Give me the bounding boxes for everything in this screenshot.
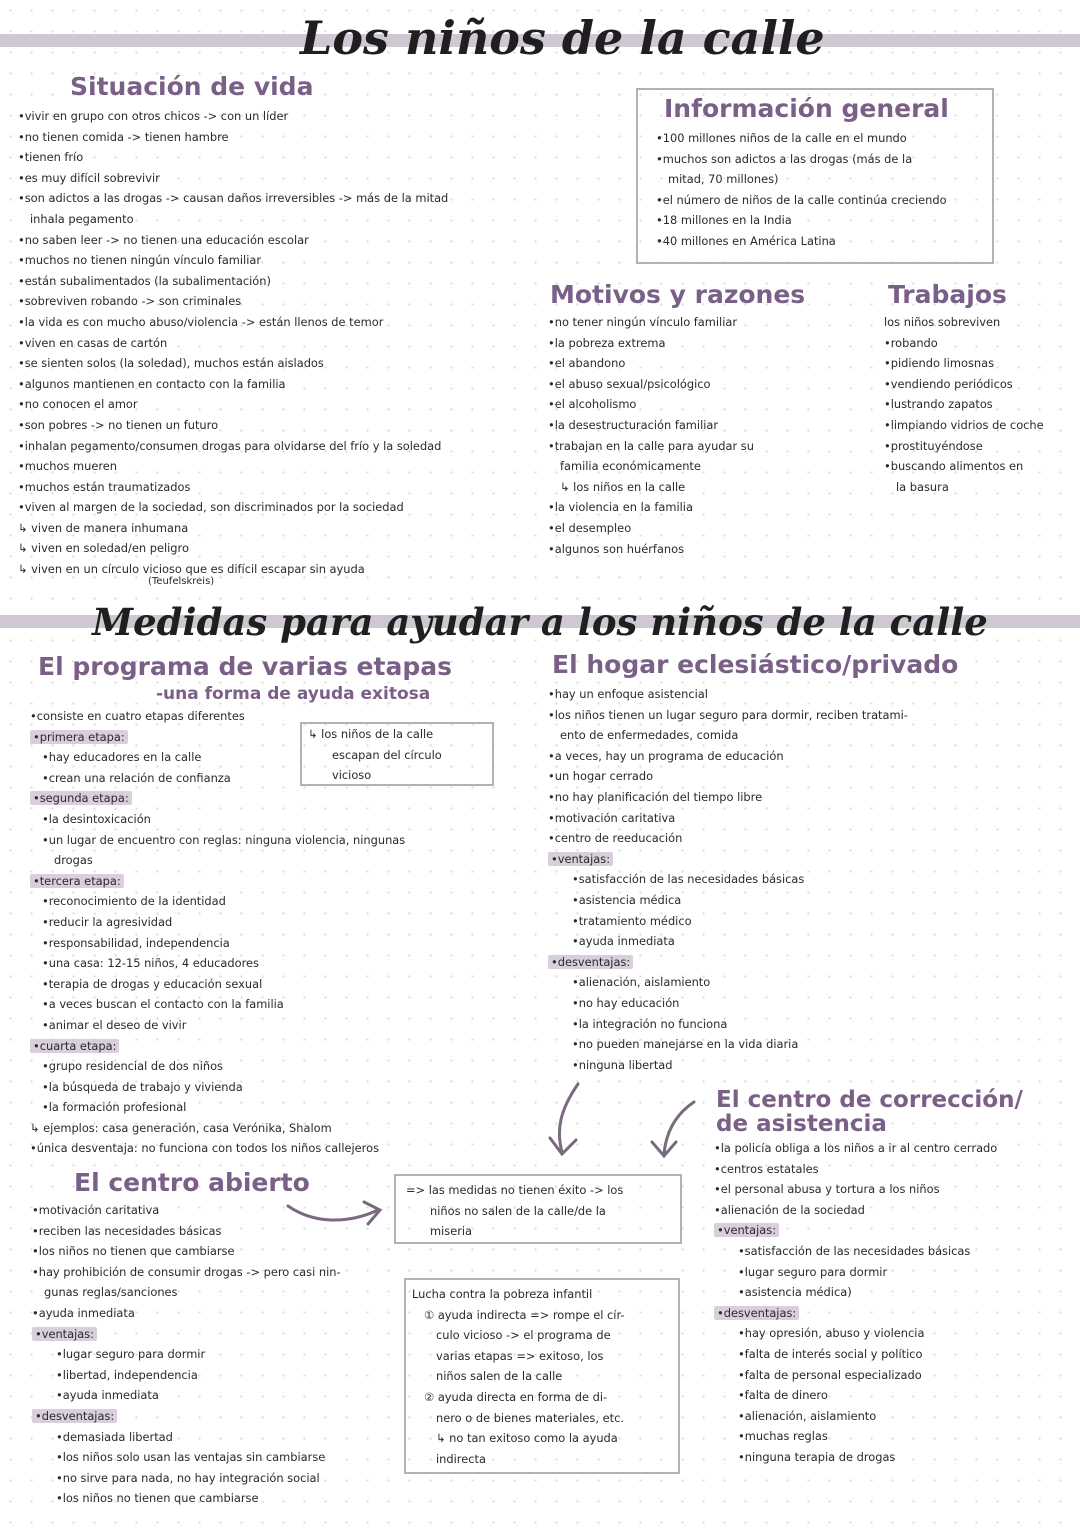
list-item: •los niños solo usan las ventajas sin cambiarse bbox=[56, 1450, 326, 1465]
list-item: indirecta bbox=[436, 1451, 486, 1466]
list-item: •reducir la agresividad bbox=[42, 914, 173, 929]
teufelskreis-note: (Teufelskreis) bbox=[148, 576, 215, 587]
list-item: •satisfacción de las necesidades básicas bbox=[738, 1243, 971, 1258]
list-item: •la pobreza extrema bbox=[548, 335, 666, 350]
list-item: ② ayuda directa en forma de di- bbox=[424, 1389, 608, 1404]
list-item: •un hogar cerrado bbox=[548, 769, 654, 784]
list-item: •no pueden manejarse en la vida diaria bbox=[572, 1037, 799, 1052]
list-item: •prostituyéndose bbox=[884, 438, 983, 453]
list-item: •motivación caritativa bbox=[32, 1203, 160, 1217]
desventajas-label: •desventajas: bbox=[548, 955, 633, 969]
list-item: •ayuda inmediata bbox=[56, 1388, 159, 1403]
list-item: •vendiendo periódicos bbox=[884, 376, 1013, 391]
trabajos-list bbox=[884, 312, 1074, 497]
motivos-list bbox=[548, 312, 868, 559]
list-item: •hay un enfoque asistencial bbox=[548, 687, 708, 701]
list-item: •trabajan en la calle para ayudar su bbox=[548, 438, 754, 453]
list-item: ento de enfermedades, comida bbox=[560, 728, 739, 743]
stage-label: •cuarta etapa: bbox=[30, 1039, 119, 1053]
list-item: •no hay planificación del tiempo libre bbox=[548, 789, 763, 804]
list-item: •la desintoxicación bbox=[42, 811, 151, 826]
page-title: Los niños de la calle bbox=[300, 11, 825, 65]
list-item: ↳ no tan exitoso como la ayuda bbox=[436, 1431, 618, 1446]
arrow-icon-left-down bbox=[530, 1080, 590, 1160]
list-item: •los niños tienen un lugar seguro para dormir, reciben tratami- bbox=[548, 707, 908, 722]
list-item: •centros estatales bbox=[714, 1161, 819, 1176]
arrow-icon-right-down bbox=[640, 1098, 700, 1162]
list-item: •alienación de la sociedad bbox=[714, 1202, 865, 1217]
info-box bbox=[636, 88, 994, 264]
list-item: •la desestructuración familiar bbox=[548, 417, 719, 432]
list-item: •están subalimentados (la subalimentación) bbox=[18, 273, 271, 288]
list-item: •falta de personal especializado bbox=[738, 1367, 922, 1382]
motivos-heading: Motivos y razones bbox=[550, 280, 806, 309]
list-item: •el abandono bbox=[548, 356, 626, 371]
ventajas-label: •ventajas: bbox=[32, 1327, 97, 1341]
list-item: •reconocimiento de la identidad bbox=[42, 894, 226, 909]
list-item: •asistencia médica) bbox=[738, 1285, 852, 1300]
list-item: •limpiando vidrios de coche bbox=[884, 417, 1044, 432]
abierto-list bbox=[32, 1200, 402, 1509]
list-item: •hay opresión, abuso y violencia bbox=[738, 1326, 925, 1341]
list-item: •muchos no tienen ningún vínculo familiar bbox=[18, 253, 262, 268]
list-item: inhala pegamento bbox=[30, 211, 134, 226]
list-item: •responsabilidad, independencia bbox=[42, 935, 230, 950]
list-item: ↳ los niños en la calle bbox=[560, 479, 686, 494]
list-item: •la vida es con mucho abuso/violencia -> están llenos de temor bbox=[18, 314, 384, 329]
list-item: •son pobres -> no tienen un futuro bbox=[18, 417, 219, 432]
programa-subheading: -una forma de ayuda exitosa bbox=[156, 684, 431, 704]
list-item: •viven en casas de cartón bbox=[18, 335, 168, 350]
list-item: ↳ viven en soledad/en peligro bbox=[18, 541, 189, 556]
list-item: ↳ ejemplos: casa generación, casa Verónika, Shalom bbox=[30, 1120, 332, 1135]
list-item: •no conocen el amor bbox=[18, 397, 138, 412]
box-line: escapan del círculo bbox=[332, 747, 442, 762]
box-line: ↳ los niños de la calle bbox=[308, 727, 434, 741]
list-item: varias etapas => exitoso, los bbox=[436, 1348, 604, 1363]
list-item: •no hay educación bbox=[572, 995, 680, 1010]
list-item: •inhalan pegamento/consumen drogas para olvidarse del frío y la soledad bbox=[18, 438, 442, 453]
box-line: vicioso bbox=[332, 768, 372, 783]
list-item: ↳ viven en un círculo vicioso que es difícil escapar sin ayuda bbox=[18, 562, 365, 577]
list-item: •animar el deseo de vivir bbox=[42, 1017, 187, 1032]
list-item: •es muy difícil sobrevivir bbox=[18, 170, 160, 185]
list-item: •el personal abusa y tortura a los niños bbox=[714, 1182, 940, 1197]
list-item: drogas bbox=[54, 853, 93, 868]
list-item: •ninguna terapia de drogas bbox=[738, 1449, 896, 1464]
list-item: •hay educadores en la calle bbox=[42, 750, 202, 765]
list-item: •falta de dinero bbox=[738, 1388, 828, 1403]
stage-label: •tercera etapa: bbox=[30, 874, 124, 888]
programa-heading: El programa de varias etapas bbox=[38, 652, 452, 681]
list-item: •motivación caritativa bbox=[548, 810, 676, 825]
list-item: •40 millones en América Latina bbox=[656, 233, 836, 248]
list-item: •el número de niños de la calle continúa creciendo bbox=[656, 192, 947, 207]
lucha-box bbox=[404, 1278, 680, 1474]
medidas-box bbox=[394, 1174, 682, 1244]
correccion-heading-1: El centro de corrección/ bbox=[716, 1087, 1023, 1113]
list-item: nero o de bienes materiales, etc. bbox=[436, 1410, 624, 1425]
list-item: •ayuda inmediata bbox=[32, 1305, 135, 1320]
list-item: •viven al margen de la sociedad, son discriminados por la sociedad bbox=[18, 500, 404, 515]
list-item: •algunos mantienen en contacto con la familia bbox=[18, 376, 286, 391]
list-item: •ayuda inmediata bbox=[572, 934, 675, 949]
list-item: •satisfacción de las necesidades básicas bbox=[572, 872, 805, 887]
list-item: •a veces buscan el contacto con la familia bbox=[42, 997, 284, 1012]
situacion-heading: Situación de vida bbox=[70, 72, 314, 101]
list-item: •alienación, aislamiento bbox=[738, 1408, 877, 1423]
info-heading: Información general bbox=[664, 94, 949, 123]
abierto-heading: El centro abierto bbox=[74, 1168, 310, 1197]
list-item: niños salen de la calle bbox=[436, 1369, 563, 1384]
list-item: •muchos están traumatizados bbox=[18, 479, 191, 494]
list-item: los niños sobreviven bbox=[884, 315, 1001, 329]
ventajas-label: •ventajas: bbox=[548, 852, 613, 866]
list-item: •100 millones niños de la calle en el mundo bbox=[656, 131, 907, 145]
list-item: •el alcoholismo bbox=[548, 397, 637, 412]
programa-box bbox=[300, 722, 494, 786]
list-item: •18 millones en la India bbox=[656, 213, 792, 228]
list-item: •son adictos a las drogas -> causan daños irreversibles -> más de la mitad bbox=[18, 191, 449, 206]
list-item: •lugar seguro para dormir bbox=[56, 1347, 206, 1362]
list-item: •tienen frío bbox=[18, 150, 84, 165]
list-item: •centro de reeducación bbox=[548, 831, 683, 846]
list-item: •lugar seguro para dormir bbox=[738, 1264, 888, 1279]
box-line: => las medidas no tienen éxito -> los bbox=[406, 1183, 624, 1197]
list-item: •asistencia médica bbox=[572, 892, 682, 907]
list-item: •pidiendo limosnas bbox=[884, 356, 995, 371]
list-item: •demasiada libertad bbox=[56, 1429, 173, 1444]
stage-label: •primera etapa: bbox=[30, 730, 128, 744]
list-item: •no sirve para nada, no hay integración social bbox=[56, 1470, 320, 1485]
list-item: •crean una relación de confianza bbox=[42, 770, 231, 785]
list-item: •buscando alimentos en bbox=[884, 459, 1024, 474]
trabajos-heading: Trabajos bbox=[888, 280, 1007, 309]
list-item: •el desempleo bbox=[548, 520, 632, 535]
list-item: •no saben leer -> no tienen una educación escolar bbox=[18, 232, 309, 247]
list-item: •lustrando zapatos bbox=[884, 397, 993, 412]
list-item: •algunos son huérfanos bbox=[548, 541, 685, 556]
list-item: •tratamiento médico bbox=[572, 913, 692, 928]
box-line: niños no salen de la calle/de la bbox=[430, 1203, 606, 1218]
list-item: •muchos mueren bbox=[18, 459, 118, 474]
list-item: culo vicioso -> el programa de bbox=[436, 1328, 611, 1343]
list-item: •alienación, aislamiento bbox=[572, 975, 711, 990]
correccion-heading-2: de asistencia bbox=[716, 1111, 887, 1137]
list-item: •la policía obliga a los niños a ir al centro cerrado bbox=[714, 1141, 998, 1155]
stage-label: •segunda etapa: bbox=[30, 791, 132, 805]
list-item: •robando bbox=[884, 335, 938, 350]
list-item: •una casa: 12-15 niños, 4 educadores bbox=[42, 956, 259, 971]
list-item: •la violencia en la familia bbox=[548, 500, 693, 515]
list-item: •un lugar de encuentro con reglas: ninguna violencia, ningunas bbox=[42, 832, 406, 847]
hogar-list bbox=[548, 684, 1068, 1075]
list-item: •hay prohibición de consumir drogas -> pero casi nin- bbox=[32, 1264, 341, 1279]
hogar-heading: El hogar eclesiástico/privado bbox=[552, 650, 959, 679]
situacion-list bbox=[18, 106, 528, 580]
list-item: •ninguna libertad bbox=[572, 1057, 673, 1072]
list-item: •no tener ningún vínculo familiar bbox=[548, 315, 738, 329]
list-item: •libertad, independencia bbox=[56, 1367, 198, 1382]
list-item: gunas reglas/sanciones bbox=[44, 1285, 178, 1300]
list-item: •falta de interés social y político bbox=[738, 1346, 923, 1361]
section-title-medidas: Medidas para ayudar a los niños de la calle bbox=[92, 600, 988, 644]
list-item: la basura bbox=[896, 479, 949, 494]
ventajas-label: •ventajas: bbox=[714, 1223, 779, 1237]
list-item: ↳ viven de manera inhumana bbox=[18, 520, 189, 535]
list-item: •muchas reglas bbox=[738, 1429, 828, 1444]
list-item: •los niños no tienen que cambiarse bbox=[32, 1244, 235, 1259]
list-item: •se sienten solos (la soledad), muchos están aislados bbox=[18, 356, 324, 371]
list-item: •la integración no funciona bbox=[572, 1016, 728, 1031]
list-item: •el abuso sexual/psicológico bbox=[548, 376, 711, 391]
list-item: •la búsqueda de trabajo y vivienda bbox=[42, 1079, 243, 1094]
list-item: •a veces, hay un programa de educación bbox=[548, 748, 784, 763]
list-item: ① ayuda indirecta => rompe el cír- bbox=[424, 1307, 625, 1322]
list-item: •terapia de drogas y educación sexual bbox=[42, 976, 263, 991]
list-item: mitad, 70 millones) bbox=[668, 172, 779, 187]
desventajas-label: •desventajas: bbox=[32, 1409, 117, 1423]
correccion-list bbox=[714, 1138, 1076, 1468]
list-item: •vivir en grupo con otros chicos -> con un líder bbox=[18, 109, 289, 123]
list-item: •los niños no tienen que cambiarse bbox=[56, 1491, 259, 1506]
list-item: •muchos son adictos a las drogas (más de la bbox=[656, 151, 913, 166]
lucha-heading: Lucha contra la pobreza infantil bbox=[412, 1287, 593, 1301]
list-item: •no tienen comida -> tienen hambre bbox=[18, 129, 229, 144]
list-item: •única desventaja: no funciona con todos los niños callejeros bbox=[30, 1141, 380, 1156]
list-item: familia económicamente bbox=[560, 459, 701, 474]
list-item: •reciben las necesidades básicas bbox=[32, 1223, 222, 1238]
list-item: •la formación profesional bbox=[42, 1100, 187, 1115]
list-item: •consiste en cuatro etapas diferentes bbox=[30, 709, 245, 723]
box-line: miseria bbox=[430, 1224, 473, 1239]
list-item: •sobreviven robando -> son criminales bbox=[18, 294, 242, 309]
desventajas-label: •desventajas: bbox=[714, 1306, 799, 1320]
list-item: •grupo residencial de dos niños bbox=[42, 1059, 223, 1074]
